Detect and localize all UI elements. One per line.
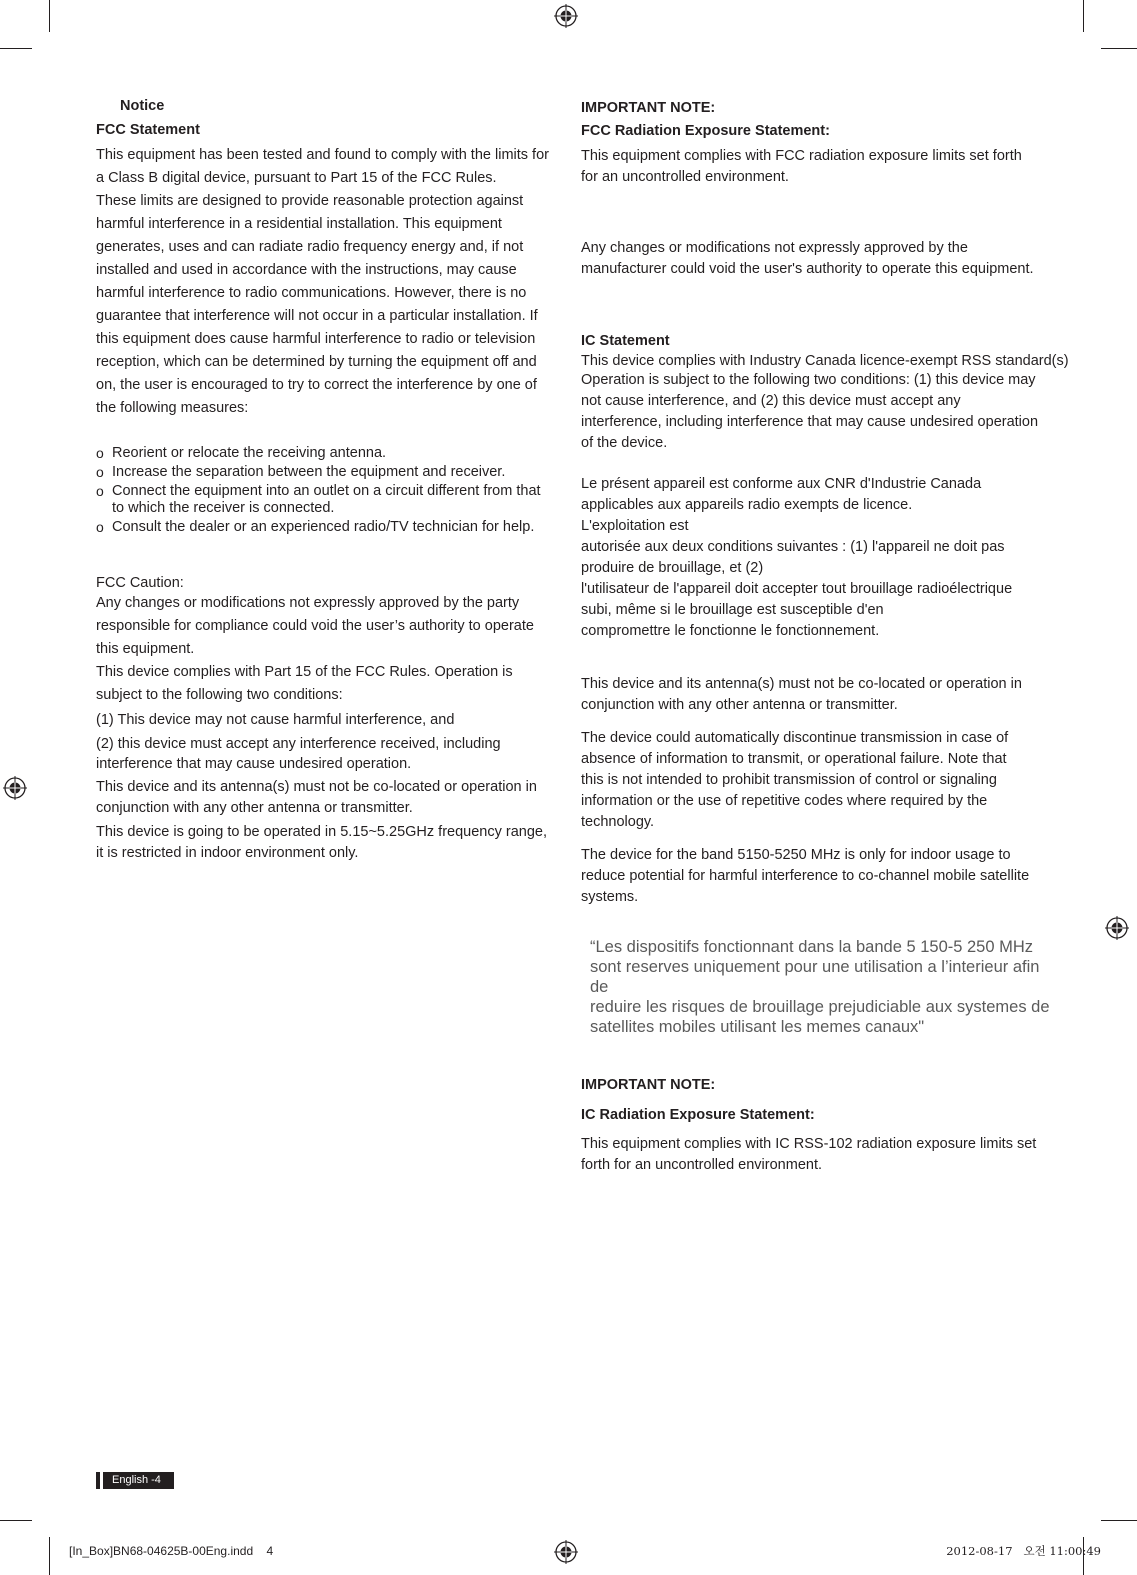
- paragraph-line: subject to the following two conditions:: [96, 687, 343, 703]
- crop-mark-icon: [1101, 48, 1137, 49]
- paragraph-line: not cause interference, and (2) this device must accept any: [581, 393, 961, 409]
- condition-2: (2) this device must accept any interference received, including interference that may cause undesired operation.: [96, 736, 501, 772]
- paragraph-line: produire de brouillage, et (2): [581, 560, 764, 576]
- changes-text: Any changes or modifications not expressly approved by the manufacturer could void the user's authority to operate this equipment.: [581, 240, 1034, 277]
- discontinue-text: The device could automatically discontinue transmission in case of absence of information to transmit, or operational failure. Note that this is not intended to prohibit transmission of control or signaling information or the use of repetitive codes where required by the technology.: [581, 730, 1009, 830]
- paragraph-line: interference, including interference that may cause undesired operation: [581, 414, 1039, 430]
- paragraph-line: l'utilisateur de l'appareil doit accepter tout brouillage radioélectrique: [581, 581, 1013, 597]
- registration-mark-icon: [554, 1540, 578, 1564]
- colocation-text: This device and its antenna(s) must not be co-located or operation in conjunction with any other antenna or transmitter.: [581, 676, 1022, 713]
- paragraph-line: guarantee that interference will not occur in a particular installation. If: [96, 308, 538, 324]
- paragraph-line: reception, which can be determined by turning the equipment off and: [96, 354, 537, 370]
- fcc-radiation-text: This equipment complies with FCC radiation exposure limits set forth for an uncontrolled environment.: [581, 148, 1022, 185]
- crop-mark-icon: [1101, 1520, 1137, 1521]
- colocation-text: This device and its antenna(s) must not be co-located or operation in conjunction with any other antenna or transmitter.: [96, 779, 537, 816]
- paragraph-line: This equipment has been tested and found to comply with the limits for: [96, 147, 549, 163]
- measures-list: [96, 445, 558, 536]
- paragraph-line: this equipment.: [96, 641, 195, 657]
- ic-radiation-heading: IC Radiation Exposure Statement:: [581, 1107, 815, 1123]
- important-note-heading: IMPORTANT NOTE:: [581, 100, 716, 116]
- notice-heading: Notice: [120, 98, 165, 114]
- bullet-marker: o: [96, 464, 104, 480]
- right-column: [581, 98, 1069, 1176]
- paragraph-line: installed and used in accordance with the instructions, may cause: [96, 262, 517, 278]
- paragraph-line: autorisée aux deux conditions suivantes : (1) l'appareil ne doit pas: [581, 539, 1005, 555]
- registration-mark-icon: [3, 776, 27, 800]
- ic-radiation-text: This equipment complies with IC RSS-102 radiation exposure limits set forth for an uncontrolled environment.: [581, 1136, 1037, 1173]
- crop-mark-icon: [49, 1537, 50, 1575]
- list-item: o Increase the separation between the equipment and receiver.: [96, 464, 506, 480]
- paragraph-line: Operation is subject to the following two conditions: (1) this device may: [581, 372, 1036, 388]
- paragraph-line: Any changes or modifications not expressly approved by the party: [96, 595, 520, 611]
- fcc-radiation-heading: FCC Radiation Exposure Statement:: [581, 123, 830, 139]
- paragraph-line: of the device.: [581, 435, 668, 451]
- paragraph-line: the following measures:: [96, 400, 249, 416]
- registration-mark-icon: [554, 4, 578, 28]
- paragraph-line: L'exploitation est: [581, 518, 689, 534]
- ic-line-1: This device complies with Industry Canada licence-exempt RSS standard(s): [581, 353, 1069, 369]
- ic-statement-text: [581, 370, 1051, 454]
- fcc-caution-text: [96, 592, 558, 707]
- bullet-marker: o: [96, 483, 104, 499]
- band-text: The device for the band 5150-5250 MHz is only for indoor usage to reduce potential for harmful interference to co-channel mobile satellite systems.: [581, 847, 1030, 905]
- crop-mark-icon: [0, 48, 32, 49]
- paragraph-line: This device complies with Part 15 of the FCC Rules. Operation is: [96, 664, 513, 680]
- paragraph-line: on, the user is encouraged to try to correct the interference by one of: [96, 377, 537, 393]
- paragraph-line: compromettre le fonctionne le fonctionnement.: [581, 623, 880, 639]
- paragraph-line: generates, uses and can radiate radio frequency energy and, if not: [96, 239, 524, 255]
- paragraph-line: subi, même si le brouillage est susceptible d'en: [581, 602, 884, 618]
- crop-mark-icon: [0, 1520, 32, 1521]
- bullet-marker: o: [96, 519, 104, 535]
- left-column: [96, 96, 558, 864]
- paragraph-line: a Class B digital device, pursuant to Part 15 of the FCC Rules.: [96, 170, 497, 186]
- paragraph-line: responsible for compliance could void the user’s authority to operate: [96, 618, 534, 634]
- french-ic-statement: [581, 474, 1051, 642]
- bullet-marker: o: [96, 445, 104, 461]
- page-label-bar: [96, 1472, 100, 1489]
- paragraph-line: harmful interference in a residential installation. This equipment: [96, 216, 502, 232]
- ic-statement-heading: IC Statement: [581, 333, 670, 349]
- frequency-text: This device is going to be operated in 5.15~5.25GHz frequency range, it is restricted in indoor environment only.: [96, 824, 547, 861]
- paragraph-line: this equipment does cause harmful interference to radio or television: [96, 331, 536, 347]
- list-item: o Consult the dealer or an experienced radio/TV technician for help.: [96, 519, 535, 535]
- fcc-statement-paragraph: [96, 144, 558, 420]
- crop-mark-icon: [49, 0, 50, 32]
- list-item: o Connect the equipment into an outlet on a circuit different from that to which the receiver is connected.: [96, 483, 541, 516]
- page-label-text: English -4: [103, 1472, 174, 1489]
- list-item: o Reorient or relocate the receiving antenna.: [96, 445, 387, 461]
- paragraph-line: applicables aux appareils radio exempts de licence.: [581, 497, 913, 513]
- page-label: [96, 1472, 174, 1489]
- important-note-heading: IMPORTANT NOTE:: [581, 1077, 716, 1093]
- condition-1: (1) This device may not cause harmful interference, and: [96, 712, 455, 728]
- fcc-caution-heading: FCC Caution:: [96, 575, 184, 591]
- footer-file-name: [In_Box]BN68-04625B-00Eng.indd 4: [69, 1544, 274, 1558]
- french-band-quote: “Les dispositifs fonctionnant dans la bande 5 150-5 250 MHz sont reserves uniquement pour une utilisation a l’interieur afin de reduire les risques de brouillage prejudiciable aux systemes de satellites mobiles utilisant les memes canaux": [590, 938, 1050, 1036]
- paragraph-line: harmful interference to radio communications. However, there is no: [96, 285, 527, 301]
- registration-mark-icon: [1105, 916, 1129, 940]
- paragraph-line: Le présent appareil est conforme aux CNR d'Industrie Canada: [581, 476, 982, 492]
- fcc-statement-heading: FCC Statement: [96, 122, 200, 138]
- crop-mark-icon: [1083, 0, 1084, 32]
- paragraph-line: These limits are designed to provide reasonable protection against: [96, 193, 524, 209]
- footer-timestamp: 2012-08-17 오전 11:00:49: [946, 1544, 1101, 1558]
- footer-file-page: 4: [266, 1544, 274, 1558]
